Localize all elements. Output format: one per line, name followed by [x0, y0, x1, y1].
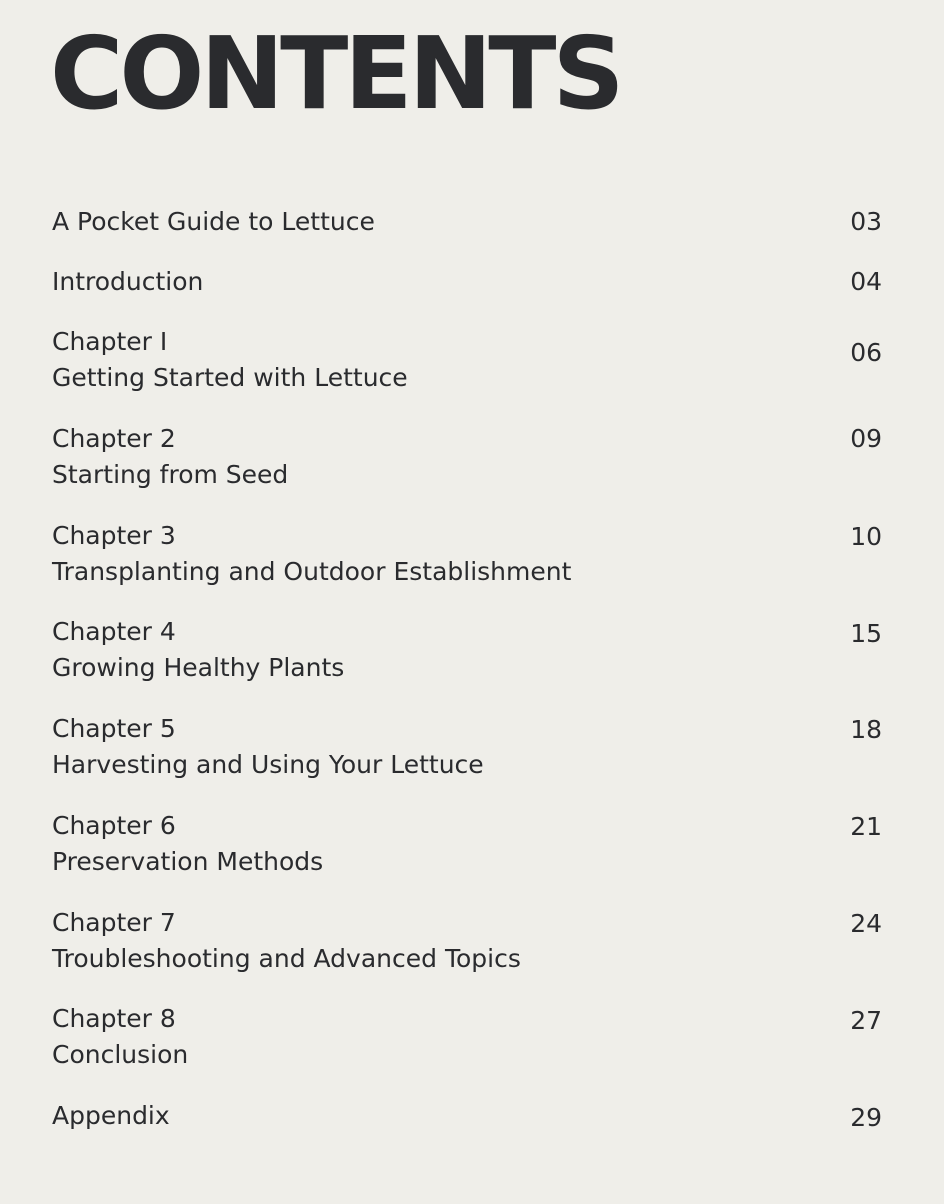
toc-entry-text — [52, 324, 752, 396]
toc-entry-title: Conclusion — [52, 1040, 189, 1069]
toc-page-number: 06 — [850, 338, 882, 367]
toc-entry-chapter-label: Chapter 6 — [52, 811, 176, 840]
toc-entry-text — [52, 808, 752, 880]
toc-page-number: 24 — [850, 909, 882, 938]
toc-entry-text — [52, 614, 752, 686]
toc-entry-chapter-label: Chapter 8 — [52, 1004, 176, 1033]
toc-entry-title: Growing Healthy Plants — [52, 653, 345, 682]
toc-entry-title: Transplanting and Outdoor Establishment — [52, 557, 572, 586]
toc-entry-text — [52, 1001, 752, 1073]
toc-entry-chapter-label: Chapter 5 — [52, 714, 176, 743]
toc-entry-chapter-label: Chapter I — [52, 327, 168, 356]
toc-page-number: 21 — [850, 812, 882, 841]
toc-entry-chapter-label: Chapter 4 — [52, 617, 176, 646]
toc-entry-text — [52, 518, 752, 590]
toc-entry-chapter-label: Chapter 2 — [52, 424, 176, 453]
toc-page-number: 04 — [850, 267, 882, 296]
page-title: CONTENTS — [50, 15, 621, 132]
toc-page-number: 09 — [850, 424, 882, 453]
toc-page-number: 29 — [850, 1103, 882, 1132]
toc-page-number: 27 — [850, 1006, 882, 1035]
toc-entry-title: Getting Started with Lettuce — [52, 363, 408, 392]
toc-entry-text — [52, 264, 752, 300]
toc-entry-title: Appendix — [52, 1101, 170, 1130]
toc-page-number: 18 — [850, 715, 882, 744]
toc-entry-text — [52, 905, 752, 977]
toc-page-number: 03 — [850, 207, 882, 236]
toc-entry-text — [52, 1098, 752, 1134]
toc-page-number: 10 — [850, 522, 882, 551]
toc-entry-title: Harvesting and Using Your Lettuce — [52, 750, 484, 779]
toc-entry-title: Preservation Methods — [52, 847, 324, 876]
toc-entry-title: Troubleshooting and Advanced Topics — [52, 944, 521, 973]
toc-entry-text — [52, 421, 752, 493]
toc-entry-title: A Pocket Guide to Lettuce — [52, 207, 375, 236]
toc-entry-title: Introduction — [52, 267, 204, 296]
toc-entry-chapter-label: Chapter 7 — [52, 908, 176, 937]
toc-entry-text — [52, 711, 752, 783]
toc-entry-chapter-label: Chapter 3 — [52, 521, 176, 550]
toc-page-number: 15 — [850, 619, 882, 648]
toc-entry-text — [52, 204, 752, 240]
toc-entry-title: Starting from Seed — [52, 460, 289, 489]
